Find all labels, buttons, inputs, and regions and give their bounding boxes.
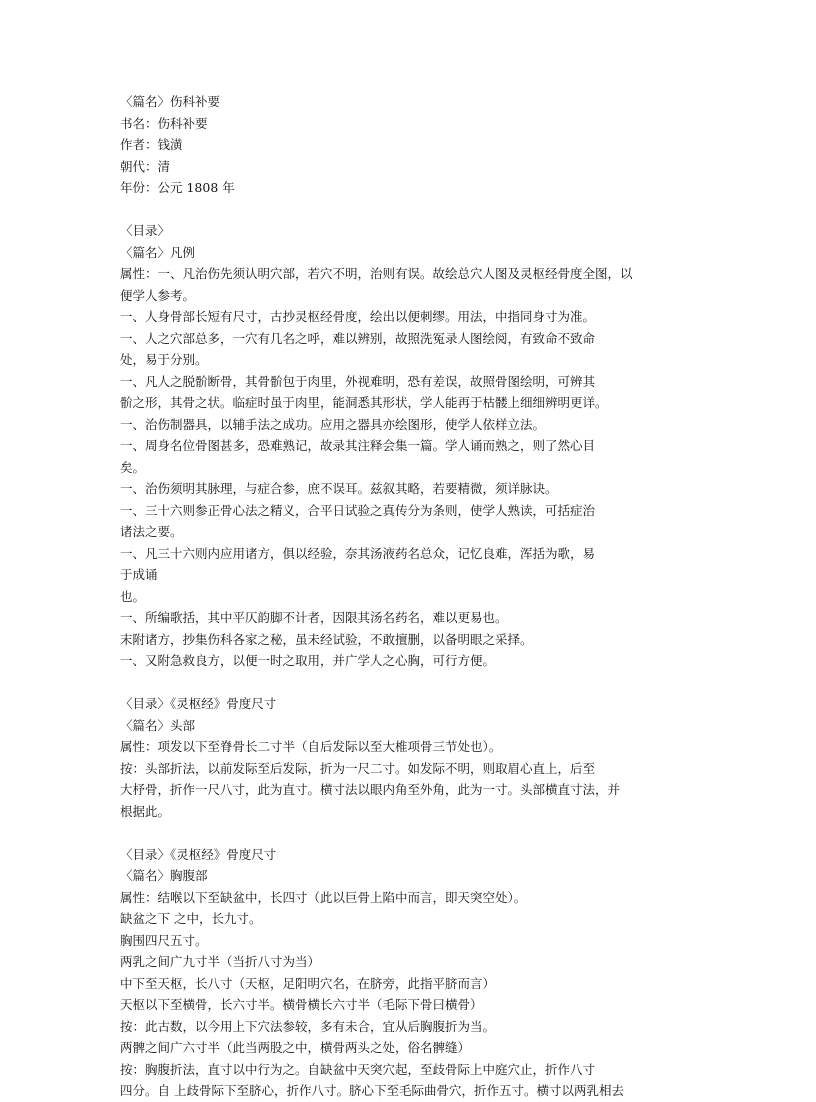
section-head: [120, 693, 700, 822]
section-line: 骱之形，其骨之状。临症时虽于肉里，能洞悉其形状，学人能再于枯髅上细细辨明更详。: [120, 395, 608, 410]
section-line: 〈目录〉《灵枢经》骨度尺寸: [120, 846, 277, 862]
section-line: 按：胸腹折法，直寸以中行为之。自缺盆中天突穴起，至歧骨际上中庭穴止，折作八寸: [120, 1061, 596, 1077]
section-line: 天枢以下至横骨，长六寸半。横骨横长六寸半（毛际下骨曰横骨）: [120, 997, 483, 1012]
section-line: 一、凡三十六则内应用诸方，俱以经验，奈其汤液药名总众，记忆良难，浑括为歌，易: [120, 545, 596, 561]
section-line: 一、三十六则参正骨心法之精义，合平日试验之真传分为条则，使学人熟读，可括症治: [120, 502, 596, 518]
header-block: [120, 91, 700, 199]
chapter-title: 〈篇名〉伤科补要: [120, 94, 221, 109]
section-line: 一、治伤须明其脉理，与症合参，庶不误耳。兹叙其略，若要精微，须详脉诀。: [120, 481, 558, 496]
section-line: 〈目录〉《灵枢经》骨度尺寸: [120, 696, 277, 711]
book-name: 书名：伤科补要: [120, 115, 208, 131]
section-line: 一、周身名位骨图甚多，恐难熟记，故录其注释会集一篇。学人诵而熟之，则了然心目: [120, 438, 596, 453]
section-line: 一、人之穴部总多，一穴有几名之呼，难以辨别，故照洗冤录人图绘阅，有致命不致命: [120, 330, 596, 346]
section-line: 大杼骨，折作一尺八寸，此为直寸。横寸法以眼内角至外角，此为一寸。头部横直寸法，并: [120, 782, 621, 797]
section-line: 缺盆之下 之中，长九寸。: [120, 911, 262, 926]
section-line: 诸法之要。: [120, 524, 183, 539]
section-line: 按：此古数，以今用上下穴法参较，多有未合，宜从后胸腹折为当。: [120, 1018, 496, 1034]
section-line: 属性：一、凡治伤先须认明穴部，若穴不明，治则有误。故绘总穴人图及灵枢经骨度全图，以: [120, 266, 633, 281]
section-line: 处，易于分别。: [120, 352, 208, 367]
dynasty: 朝代：清: [120, 158, 171, 174]
section-line: 两髀之间广六寸半（此当两股之中，横骨两头之处，俗名髀缝）: [120, 1040, 471, 1055]
year: 年份：公元 1808 年: [120, 180, 235, 195]
section-line: 一、所编歌括，其中平仄韵脚不计者，因限其汤名药名，难以更易也。: [120, 610, 508, 625]
section-line: 〈篇名〉凡例: [120, 244, 196, 260]
section-line: 便学人参考。: [120, 287, 196, 303]
section-line: 一、人身骨部长短有尺寸，古抄灵枢经骨度，绘出以便刺缪。用法，中指同身寸为准。: [120, 309, 596, 324]
section-chest-abdomen: [120, 844, 700, 1102]
section-line: 一、又附急救良方，以便一时之取用，并广学人之心胸，可行方便。: [120, 653, 496, 668]
section-line: 矣。: [120, 459, 146, 475]
section-line: 〈篇名〉头部: [120, 717, 196, 733]
document-page: [120, 91, 700, 1102]
section-line: 根据此。: [120, 803, 171, 819]
blank-line: [120, 822, 700, 844]
section-line: 四分。自 上歧骨际下至脐心，折作八寸。脐心下至毛际曲骨穴，折作五寸。横寸以两乳相去: [120, 1083, 624, 1098]
section-line: 按：头部折法，以前发际至后发际，折为一尺二寸。如发际不明，则取眉心直上，后至: [120, 760, 596, 776]
section-line: 属性：结喉以下至缺盆中，长四寸（此以巨骨上陷中而言，即天突空处）。: [120, 889, 527, 905]
section-line: 末附诸方，抄集伤科各家之秘，虽未经试验，不敢擅删，以备明眼之采择。: [120, 631, 533, 647]
blank-line: [120, 199, 700, 221]
section-fanli: [120, 220, 700, 672]
author: 作者：钱潢: [120, 137, 183, 152]
section-line: 〈目录〉: [120, 223, 171, 238]
section-line: 胸围四尺五寸。: [120, 932, 208, 948]
blank-line: [120, 672, 700, 694]
section-line: 中下至天枢，长八寸（天枢，足阳明穴名，在脐旁，此指平脐而言）: [120, 975, 496, 991]
section-line: 也。: [120, 588, 146, 604]
section-line: 一、治伤制器具，以辅手法之成功。应用之器具亦绘图形，使学人依样立法。: [120, 416, 546, 432]
section-line: 两乳之间广九寸半（当折八寸为当）: [120, 954, 321, 969]
section-line: 〈篇名〉胸腹部: [120, 868, 208, 883]
section-line: 属性：项发以下至脊骨长二寸半（自后发际以至大椎项骨三节处也）。: [120, 739, 502, 754]
section-line: 于成诵: [120, 567, 158, 582]
section-line: 一、凡人之脱骱断骨，其骨骱包于肉里，外视难明，恐有差误，故照骨图绘明，可辨其: [120, 373, 596, 389]
